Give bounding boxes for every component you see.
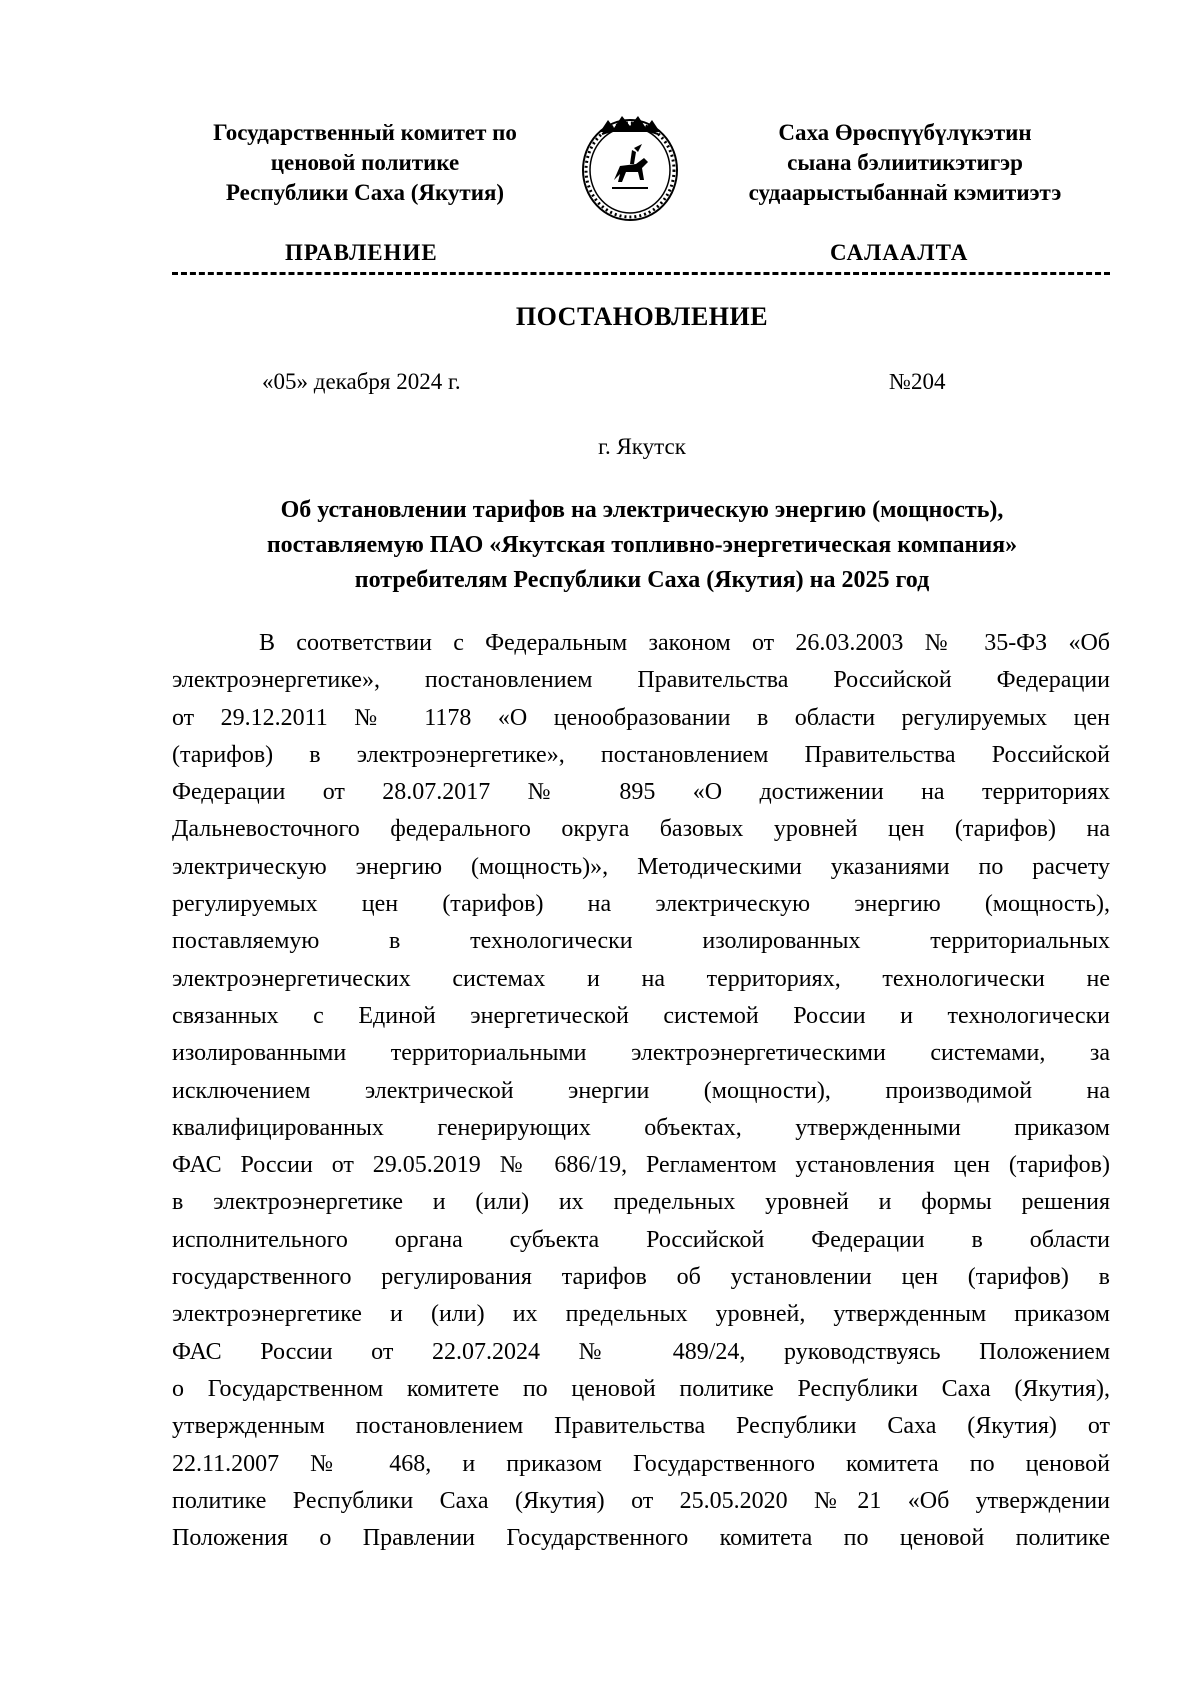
document-number: №204 [889,369,946,394]
body-line: В соответствии с Федеральным законом от 26.03.2003 № 35-ФЗ «Об [259,630,1110,656]
body-line: утвержденным постановлением Правительства Республики Саха (Якутия) от [172,1413,1110,1440]
body-line: 22.11.2007 № 468, и приказом Государственного комитета по ценовой [172,1450,1110,1477]
yakutia-coat-of-arms-icon [578,110,682,224]
body-line: о Государственном комитете по ценовой политике Республики Саха (Якутия), [172,1375,1110,1402]
body-line: Дальневосточного федерального округа базовых уровней цен (тарифов) на [172,816,1110,843]
document-type-heading: ПОСТАНОВЛЕНИЕ [515,302,769,331]
header-right-sah [705,118,1105,208]
body-line: ФАС России от 22.07.2024 № 489/24, руководствуясь Положением [172,1338,1110,1365]
body-line: исполнительного органа субъекта Российской Федерации в области [172,1226,1110,1253]
header-left-line: Республики Саха (Якутия) [225,180,505,205]
body-line: ФАС России от 29.05.2019 № 686/19, Регламентом установления цен (тарифов) [172,1152,1110,1179]
body-line: поставляемую в технологически изолированных территориальных [172,928,1110,955]
header-divider [172,272,1110,275]
document-city: г. Якутск [598,434,686,459]
header-left-ru [175,118,555,208]
body-line: квалифицированных генерирующих объектах, утвержденными приказом [172,1114,1110,1141]
body-line: электроэнергетических системах и на территориях, технологически не [172,965,1110,992]
header-left-line: ценовой политике [270,150,460,175]
body-line: регулируемых цен (тарифов) на электрическую энергию (мощность), [172,891,1110,918]
body-line: электроэнергетике», постановлением Правительства Российской Федерации [172,667,1110,694]
body-line: (тарифов) в электроэнергетике», постановлением Правительства Российской [172,741,1110,768]
body-line: государственного регулирования тарифов об установлении цен (тарифов) в [172,1264,1110,1291]
body-line: электроэнергетике и (или) их предельных уровней, утвержденным приказом [172,1301,1110,1328]
header-right-line: сыана бэлиитикэтигэр [787,150,1023,175]
document-title [180,493,1104,598]
body-line: от 29.12.2011 № 1178 «О ценообразовании в области регулируемых цен [172,704,1110,731]
body-line: связанных с Единой энергетической системой России и технологически [172,1002,1110,1029]
title-line: поставляемую ПАО «Якутская топливно-энергетическая компания» [266,532,1018,558]
board-label-sah: САЛААЛТА [830,240,969,265]
document-body [172,625,1110,1557]
body-line: изолированными территориальными электроэнергетическими системами, за [172,1040,1110,1067]
body-line: Федерации от 28.07.2017 № 895 «О достижении на территориях [172,779,1110,806]
body-line: политике Республики Саха (Якутия) от 25.05.2020 №21 «Об утверждении [172,1487,1110,1514]
body-line: исключением электрической энергии (мощности), производимой на [172,1077,1110,1104]
body-line: электрическую энергию (мощность)», Методическими указаниями по расчету [172,853,1110,880]
header-right-line: судаарыстыбаннай кэмитиэтэ [748,180,1062,205]
header-left-line: Государственный комитет по [213,120,517,145]
body-line: Положения о Правлении Государственного комитета по ценовой политике [172,1525,1110,1552]
title-line: потребителям Республики Саха (Якутия) на 2025 год [354,567,930,593]
board-label-ru: ПРАВЛЕНИЕ [285,240,438,265]
document-date: «05» декабря 2024 г. [262,369,461,394]
header-right-line: Саха Өрөспүүбүлүкэтин [778,120,1032,145]
title-line: Об установлении тарифов на электрическую энергию (мощность), [280,497,1004,523]
body-line: в электроэнергетике и (или) их предельных уровней и формы решения [172,1189,1110,1216]
